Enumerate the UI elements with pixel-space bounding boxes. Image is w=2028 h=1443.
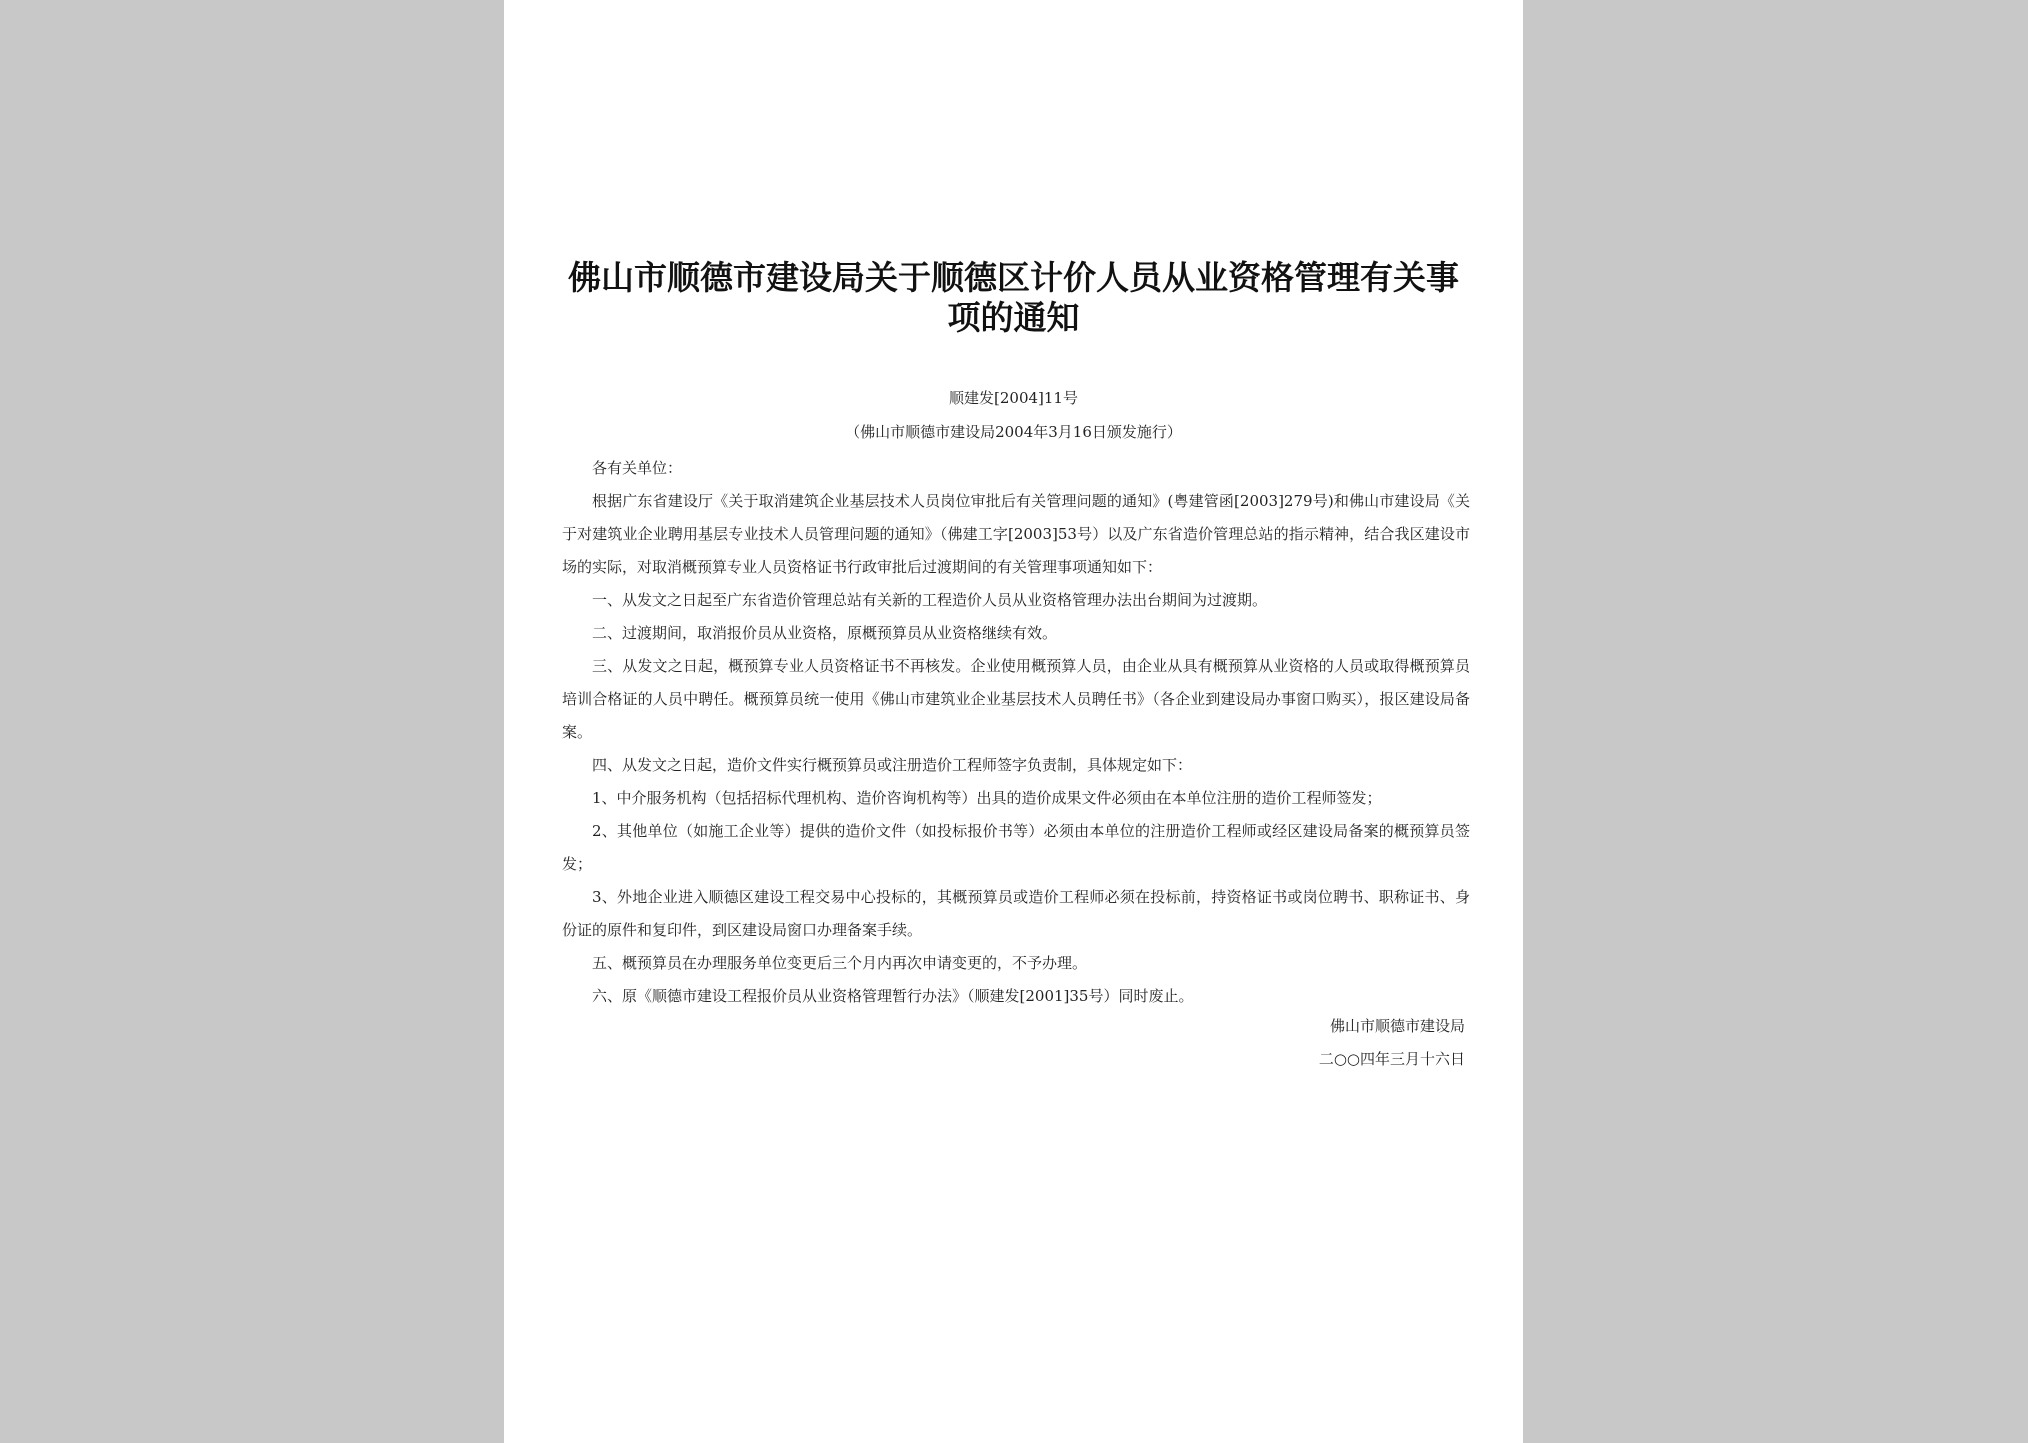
issue-note: （佛山市顺德市建设局2004年3月16日颁发施行）: [845, 423, 1182, 441]
paragraph-intro: 根据广东省建设厅《关于取消建筑企业基层技术人员岗位审批后有关管理问题的通知》(粤建管函[2003]279号)和佛山市建设局《关于对建筑业企业聘用基层专业技术人员管理问题的通知》（佛建工字[2003]53号）以及广东省造价管理总站的指示精神，结合我区建设市场的实际，对取消概预算专业人员资格证书行政审批后过渡期间的有关管理事项通知如下：: [562, 492, 1470, 576]
signature-block: [1319, 1010, 1465, 1076]
salutation: 各有关单位：: [592, 459, 683, 477]
document-page: [504, 0, 1523, 1443]
paragraph-subitem-2: 2、其他单位（如施工企业等）提供的造价文件（如投标报价书等）必须由本单位的注册造价工程师或经区建设局备案的概预算员签发；: [562, 822, 1470, 873]
paragraph-item-5: 五、概预算员在办理服务单位变更后三个月内再次申请变更的，不予办理。: [592, 954, 1088, 972]
signature-organization: 佛山市顺德市建设局: [1329, 1017, 1465, 1035]
document-body: [562, 452, 1470, 1013]
paragraph-subitem-3: 3、外地企业进入顺德区建设工程交易中心投标的，其概预算员或造价工程师必须在投标前，持资格证书或岗位聘书、职称证书、身份证的原件和复印件，到区建设局窗口办理备案手续。: [562, 888, 1470, 939]
paragraph-item-3: 三、从发文之日起，概预算专业人员资格证书不再核发。企业使用概预算人员，由企业从具有概预算从业资格的人员或取得概预算员培训合格证的人员中聘任。概预算员统一使用《佛山市建筑业企业基层技术人员聘任书》（各企业到建设局办事窗口购买），报区建设局备案。: [562, 657, 1470, 741]
paragraph-item-6: 六、原《顺德市建设工程报价员从业资格管理暂行办法》（顺建发[2001]35号）同时废止。: [592, 987, 1194, 1005]
document-title: 佛山市顺德市建设局关于顺德区计价人员从业资格管理有关事项的通知: [568, 258, 1459, 337]
paragraph-item-4: 四、从发文之日起，造价文件实行概预算员或注册造价工程师签字负责制，具体规定如下：: [592, 756, 1193, 774]
paragraph-subitem-1: 1、中介服务机构（包括招标代理机构、造价咨询机构等）出具的造价成果文件必须由在本单位注册的造价工程师签发；: [592, 789, 1382, 807]
signature-date: 二○○四年三月十六日: [1318, 1050, 1465, 1068]
document-number: 顺建发[2004]11号: [949, 389, 1078, 407]
paragraph-item-1: 一、从发文之日起至广东省造价管理总站有关新的工程造价人员从业资格管理办法出台期间为过渡期。: [592, 591, 1268, 609]
paragraph-item-2: 二、过渡期间，取消报价员从业资格，原概预算员从业资格继续有效。: [592, 624, 1058, 642]
